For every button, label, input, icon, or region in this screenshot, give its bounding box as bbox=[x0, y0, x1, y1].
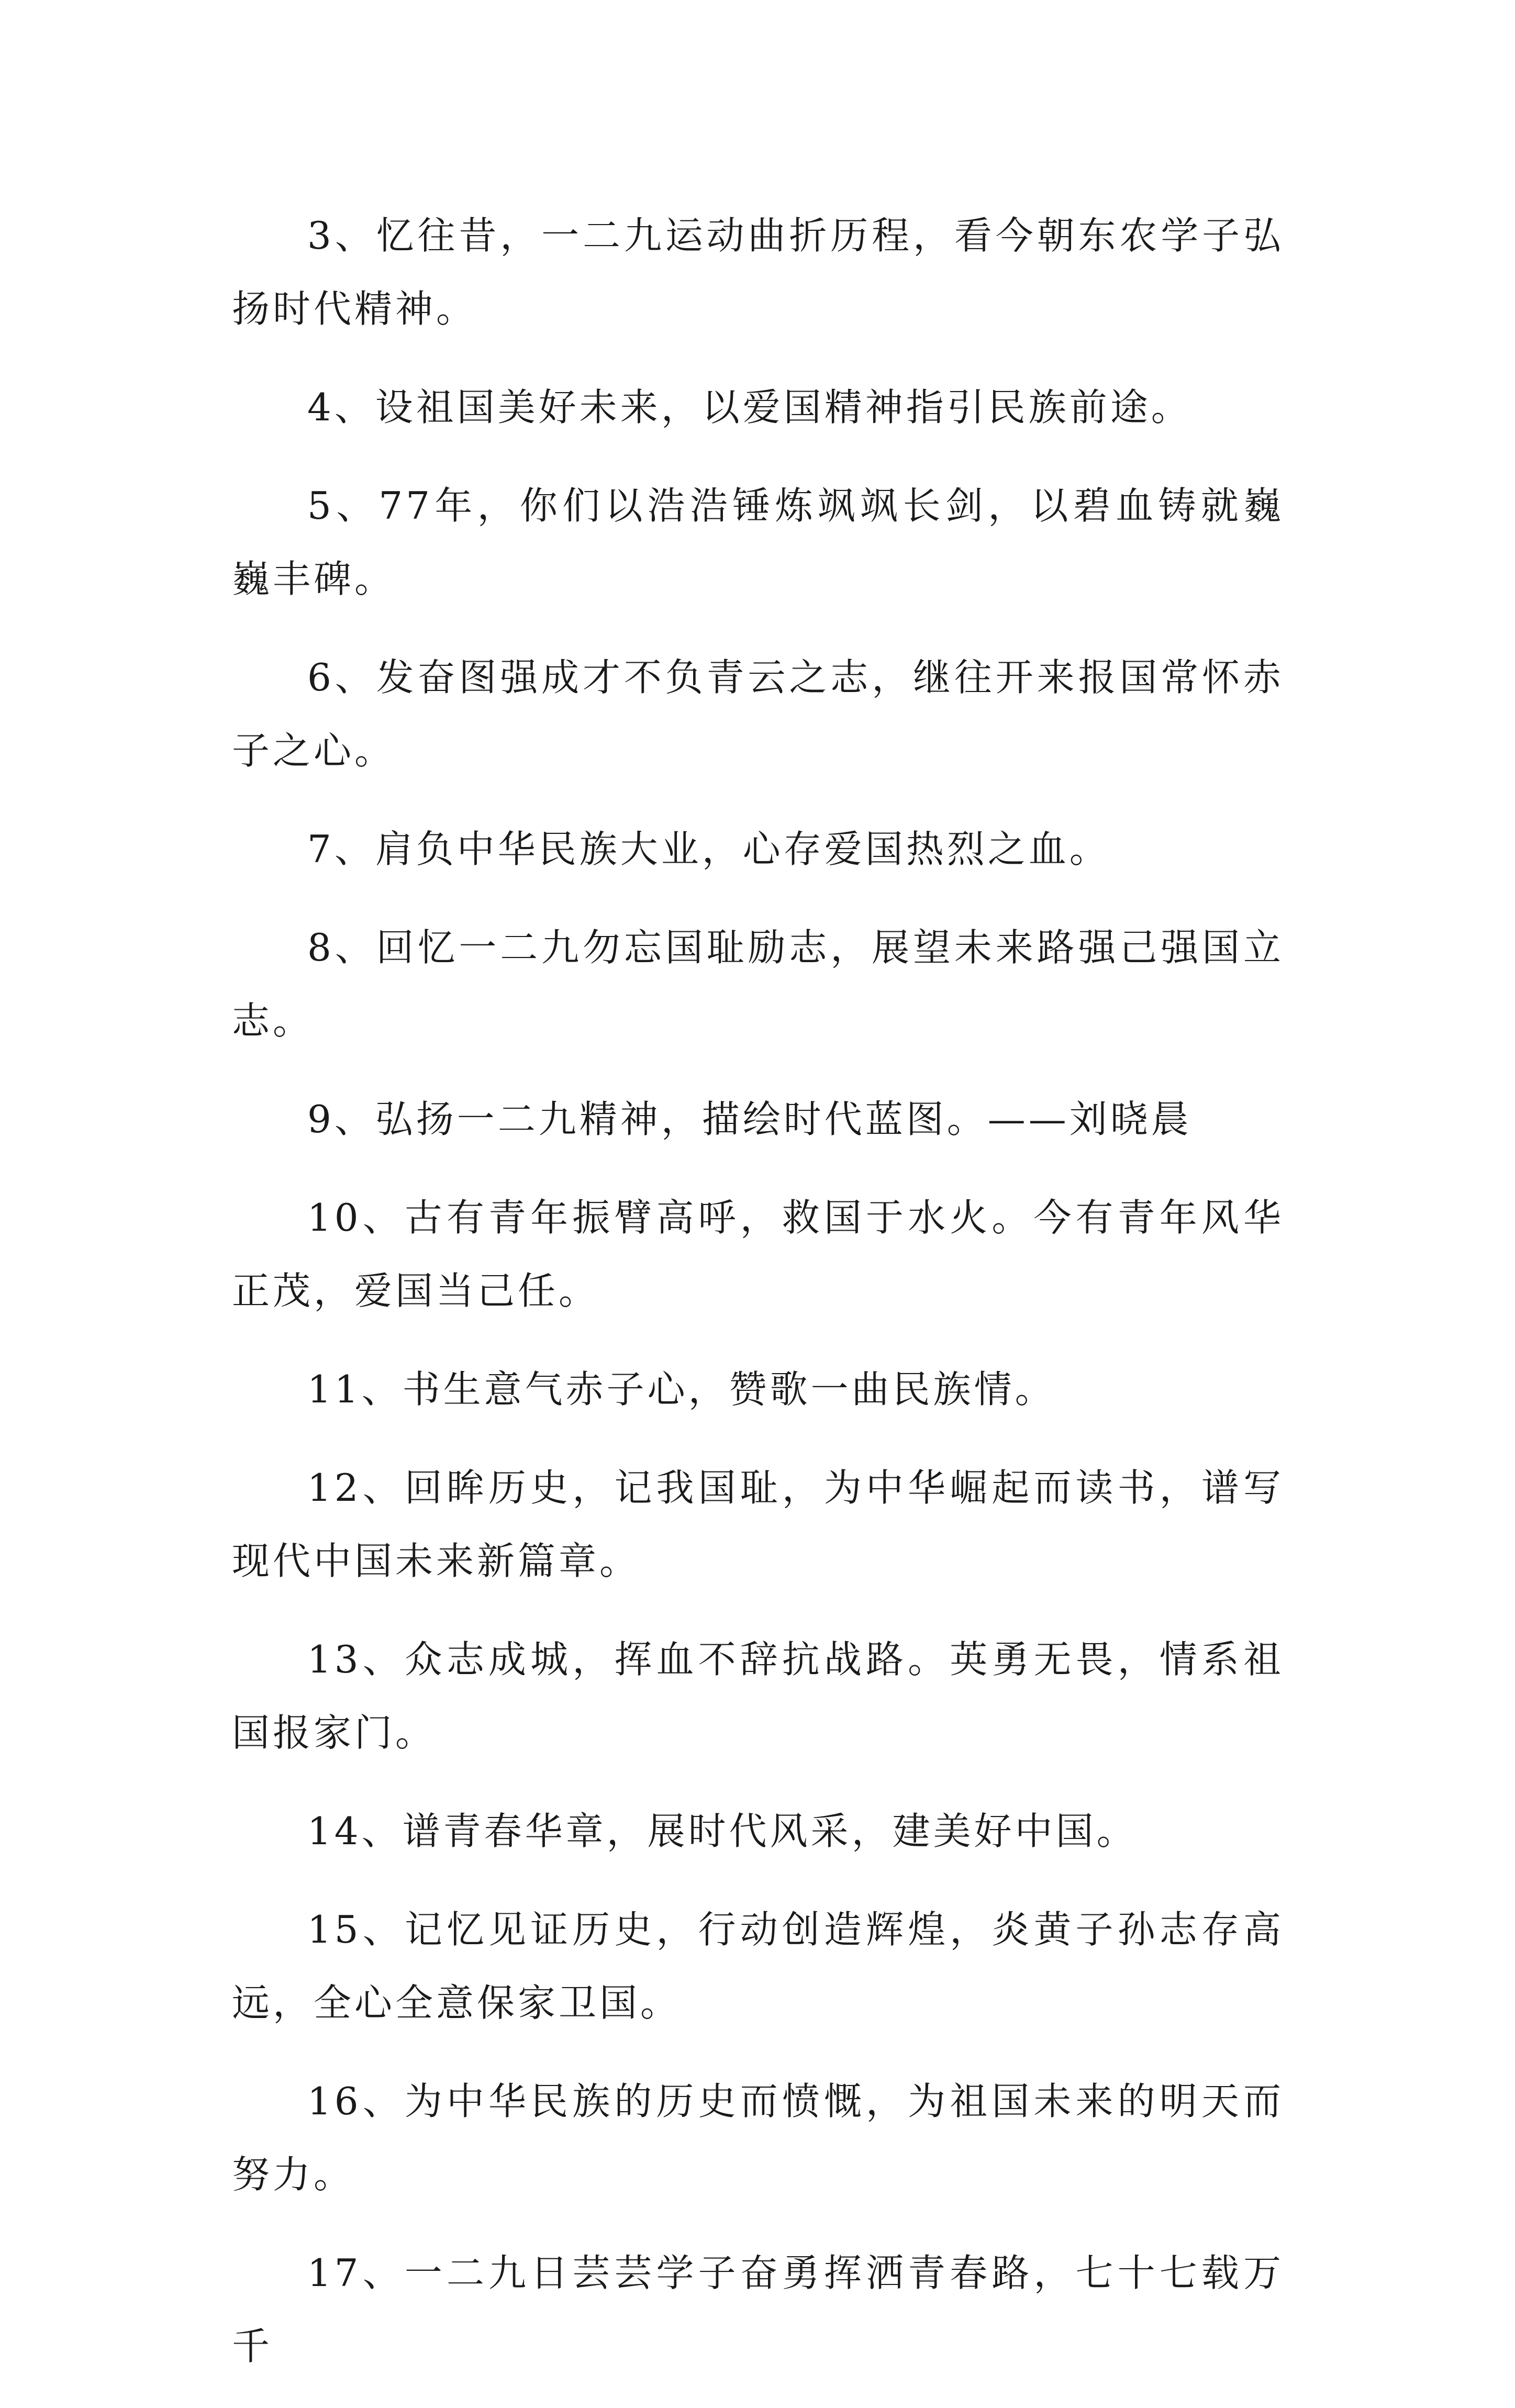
paragraph-12: 12、回眸历史，记我国耻，为中华崛起而读书，谱写现代中国未来新篇章。 bbox=[232, 1466, 1284, 1583]
paragraph-13: 13、众志成城，挥血不辞抗战路。英勇无畏，情系祖国报家门。 bbox=[232, 1637, 1284, 1755]
paragraph-3: 3、忆往昔，一二九运动曲折历程，看今朝东农学子弘扬时代精神。 bbox=[232, 214, 1284, 331]
paragraph-11: 11、书生意气赤子心，赞歌一曲民族情。 bbox=[307, 1367, 1056, 1411]
document-body bbox=[232, 199, 1284, 2408]
paragraph-6: 6、发奋图强成才不负青云之志，继往开来报国常怀赤子之心。 bbox=[232, 655, 1284, 773]
paragraph-7: 7、肩负中华民族大业，心存爱国热烈之血。 bbox=[307, 827, 1110, 871]
paragraph-14: 14、谱青春华章，展时代风采，建美好中国。 bbox=[307, 1809, 1138, 1853]
paragraph-17: 17、一二九日芸芸学子奋勇挥洒青春路，七十七载万千 bbox=[232, 2251, 1284, 2368]
paragraph-10: 10、古有青年振臂高呼，救国于水火。今有青年风华正茂，爱国当己任。 bbox=[232, 1196, 1284, 1313]
paragraph-8: 8、回忆一二九勿忘国耻励志，展望未来路强己强国立志。 bbox=[232, 926, 1284, 1043]
paragraph-5: 5、77年，你们以浩浩锤炼飒飒长剑，以碧血铸就巍巍丰碑。 bbox=[232, 484, 1284, 601]
paragraph-15: 15、记忆见证历史，行动创造辉煌，炎黄子孙志存高远，全心全意保家卫国。 bbox=[232, 1908, 1284, 2025]
paragraph-9: 9、弘扬一二九精神，描绘时代蓝图。——刘晓晨 bbox=[307, 1097, 1192, 1141]
paragraph-4: 4、设祖国美好未来，以爱国精神指引民族前途。 bbox=[307, 385, 1192, 429]
paragraph-16: 16、为中华民族的历史而愤慨，为祖国未来的明天而努力。 bbox=[232, 2079, 1284, 2197]
